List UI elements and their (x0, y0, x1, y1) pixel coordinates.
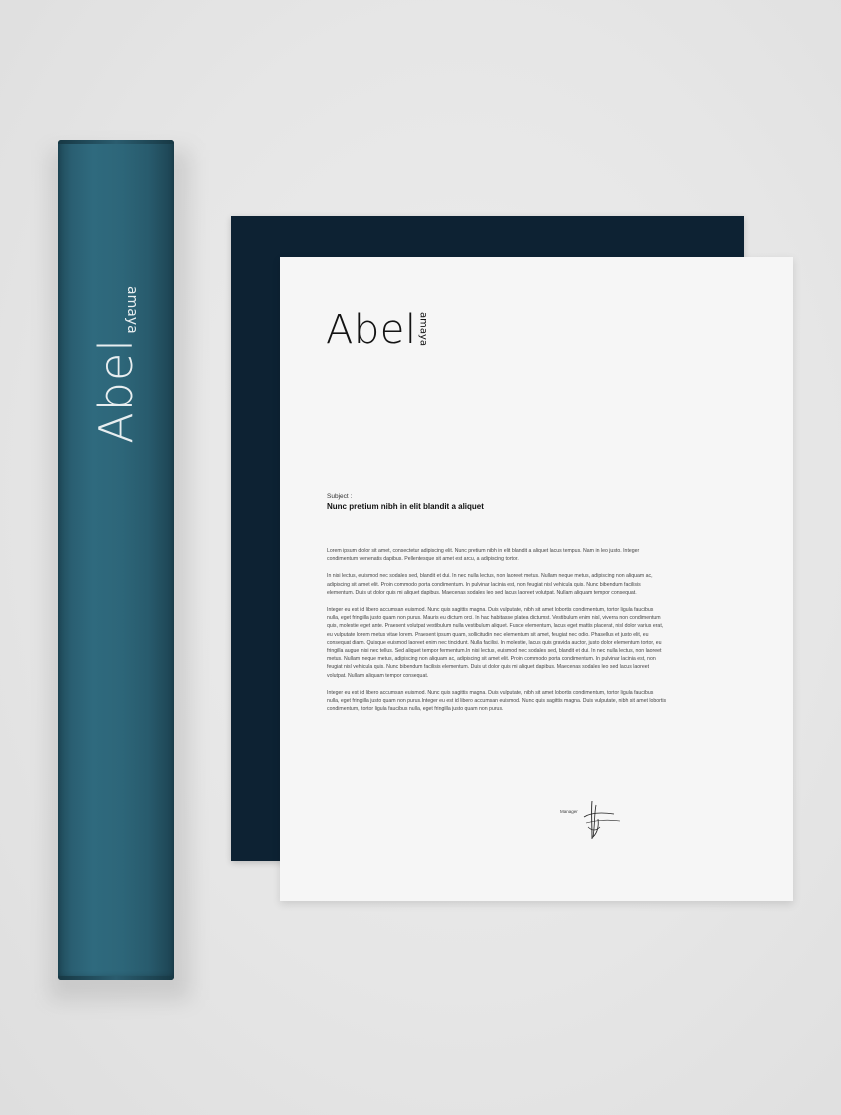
tube-logo (89, 286, 143, 444)
subject-title: Nunc pretium nibh in elit blandit a aliquet (327, 502, 484, 511)
letterhead-sheet (280, 257, 793, 901)
letterhead-logo (326, 307, 429, 353)
signature-block (560, 797, 640, 847)
tube-logo-subtitle: amaya (124, 286, 140, 334)
body-paragraph: Lorem ipsum dolor sit amet, consectetur adipiscing elit. Nunc pretium nibh in elit blandit a aliquet lacus tempus. Nam in leo justo. Integer condimentum venenatis dapibus. Pellentesque sit amet est arcu, a adipiscing tortor. (327, 548, 640, 563)
tube-cap-top (58, 140, 174, 144)
poster-tube (58, 140, 174, 980)
tube-logo-word: Abel (89, 337, 143, 444)
letterhead-logo-subtitle: amaya (417, 312, 429, 347)
subject-label: Subject : (327, 493, 353, 500)
letter-body (327, 547, 667, 722)
letterhead-logo-word: Abel (326, 307, 417, 353)
body-paragraph: In nisi lectus, euismod nec sodales sed, blandit et dui. In nec nulla lectus, non laoreet metus. Nullam neque metus, adipiscing non aliquam ac, adipiscing sit amet elit. Proin commodo porta condimentum. In pulvinar lacinia est, non feugiat nisl vehicula quis. Nunc bibendum facilisis elementum. Duis ut dolor quis mi aliquet dapibus. Maecenas sodales leo sed lacus laoreet volutpat. Nullam aliquam tempor consequat. (327, 573, 653, 596)
signature-label: Manager (560, 809, 578, 814)
body-paragraph: Integer eu est id libero accumsan euismod. Nunc quis sagittis magna. Duis vulputate, nibh sit amet lobortis condimentum, tortor ligula faucibus nulla, eget fringilla justo quam non purus.Integer eu est id libero accumsan euismod. Nunc quis sagittis magna. Duis vulputate, nibh sit amet lobortis condimentum, tortor ligula faucibus nulla, eget fringilla justo quam non purus. (327, 689, 667, 713)
body-paragraph: Integer eu est id libero accumsan euismod. Nunc quis sagittis magna. Duis vulputate, nibh sit amet lobortis condimentum, tortor ligula faucibus nulla, eget fringilla justo quam non purus. Mauris eu dictum orci. In hac habitasse platea dictumst. Vestibulum enim nisl, viverra non condimentum quis, molestie eget ante. Praesent volutpat vestibulum nulla vestibulum aliquet. Fusce elementum, lacus eget mattis placerat, nisl dolor varius erat, eu vulputate lorem metus vitae lorem. Praesent ipsum quam, sollicitudin nec elementum sit amet, feugiat nec odio. Phasellus et justo elit, eu consequat diam. Quisque euismod laoreet enim nec tincidunt. Nulla facilisi. In molestie, lacus quis gravida auctor, justo dolor elementum tortor, eu fringilla augue nisi nec tellus. Sed aliquet tempor fermentum.In nisi lectus, euismod nec sodales sed, blandit et dui. In nec nulla lectus, non laoreet metus. Nullam neque metus, adipiscing non aliquam ac, adipiscing sit amet elit. Proin commodo porta condimentum. In pulvinar lacinia est, non feugiat nisl vehicula quis. Nunc bibendum facilisis elementum. Duis ut dolor quis mi aliquet dapibus. Maecenas sodales leo sed lacus laoreet volutpat. Nullam aliquam tempor consequat. (327, 607, 664, 679)
tube-cap-bottom (58, 976, 174, 980)
signature-mark (570, 797, 630, 843)
